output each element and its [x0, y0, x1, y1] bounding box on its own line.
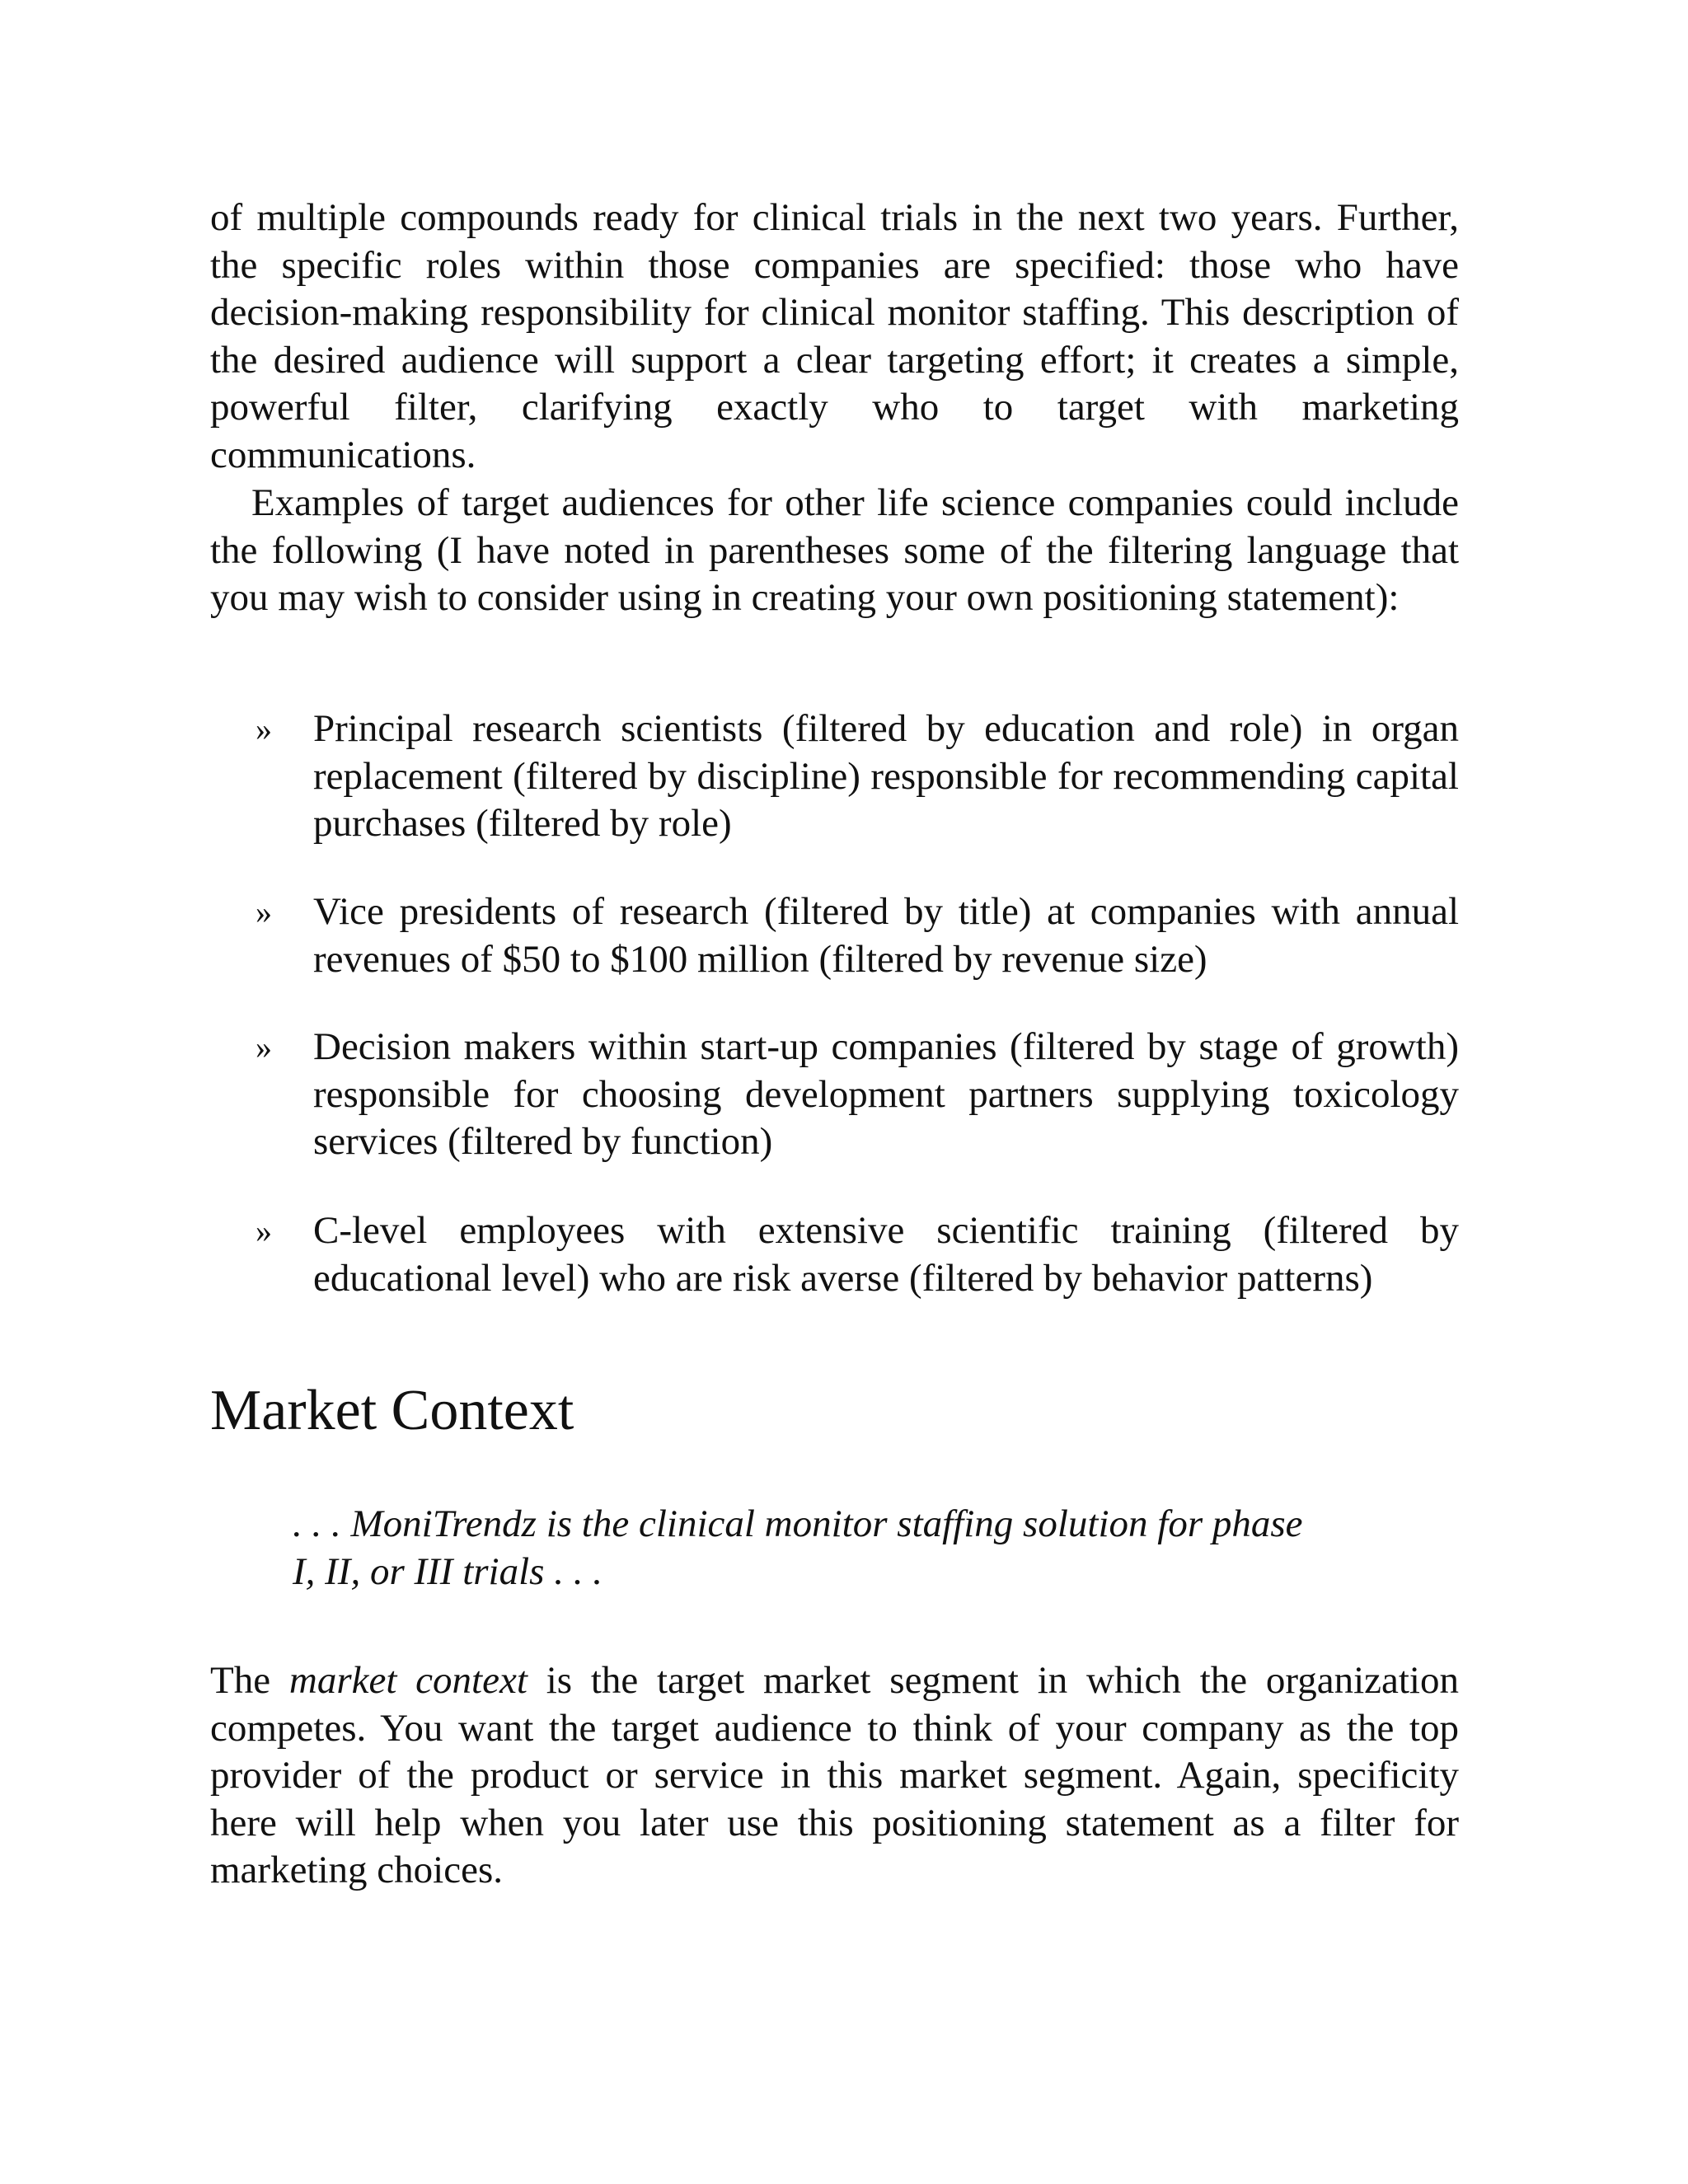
quote-line-2: I, II, or III trials . . . [293, 1549, 603, 1593]
list-item-text: Principal research scientists (filtered by education and role) in organ replacement (filtered by discipline) responsible for recommending capital purchases (filtered by role) [313, 707, 1459, 845]
bullet-marker-icon: » [256, 893, 272, 930]
positioning-quote [293, 1501, 1397, 1596]
list-item-text: Decision makers within start-up companies (filtered by stage of growth) responsible for choosing development partners supplying toxicology services (filtered by function) [313, 1025, 1459, 1163]
paragraph-3-rest: is the target market segment in which the organization competes. You want the target audience to think of your company as the top provider of the product or service in this market segment. Again, specificity here will help when you later use this positioning statement as a filter for marketing choices. [210, 1659, 1459, 1891]
body-paragraph-3 [210, 1657, 1459, 1895]
quote-line-1: . . . MoniTrendz is the clinical monitor staffing solution for phase [293, 1502, 1303, 1545]
paragraph-3-lead: The [210, 1659, 289, 1702]
body-paragraph-2: Examples of target audiences for other life science companies could include the following (I have noted in parentheses some of the filtering language that you may wish to consider using in creating your own positioning statement): [210, 481, 1459, 619]
list-item-text: C-level employees with extensive scientific training (filtered by educational level) who are risk averse (filtered by behavior patterns) [313, 1209, 1459, 1300]
bullet-marker-icon: » [256, 1212, 272, 1249]
list-item-text: Vice presidents of research (filtered by title) at companies with annual revenues of $50 to $100 million (filtered by revenue size) [313, 890, 1459, 981]
bullet-marker-icon: » [256, 1029, 272, 1066]
section-heading: Market Context [210, 1379, 574, 1442]
body-paragraph-1: of multiple compounds ready for clinical trials in the next two years. Further, the specific roles within those companies are specified: those who have decision-making responsibility for clinical monitor staffing. This description of the desired audience will support a clear targeting effort; it creates a simple, powerful filter, clarifying exactly who to target with marketing communications. [210, 196, 1459, 476]
market-context-term: market context [288, 1659, 528, 1702]
bullet-marker-icon: » [256, 710, 272, 748]
